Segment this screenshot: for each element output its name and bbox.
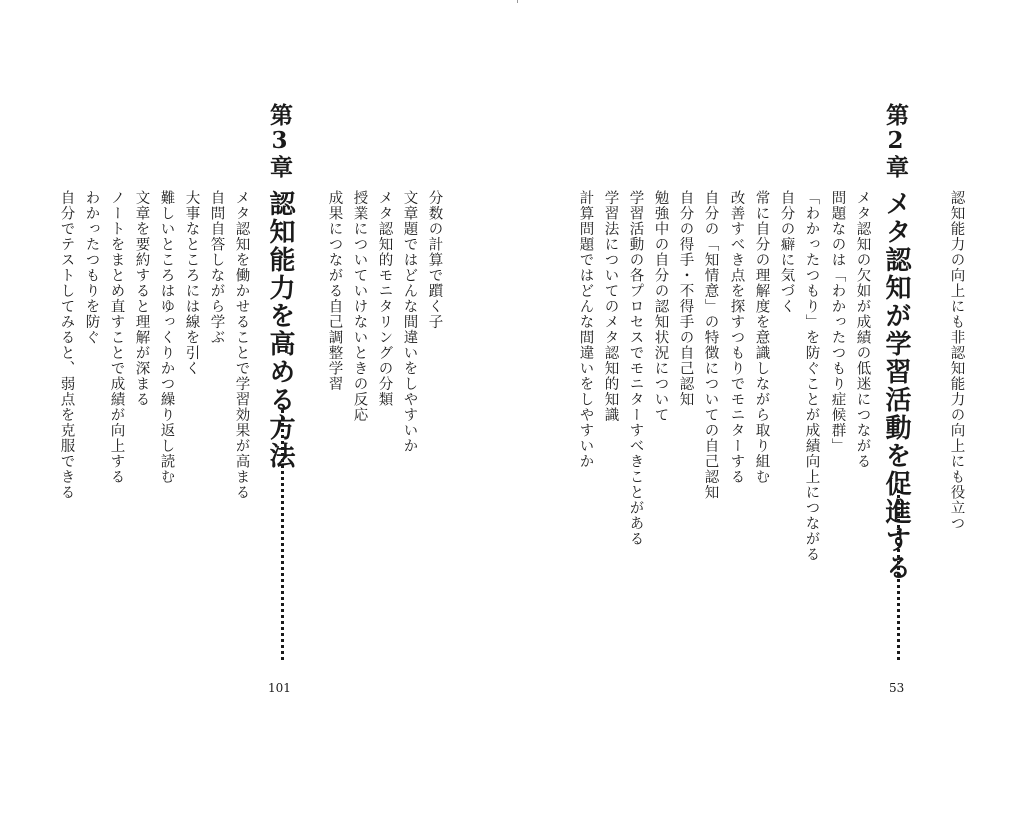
chapter3-item-8: 自分でテストしてみると、弱点を克服できる bbox=[58, 190, 75, 500]
chapter2-item-9: 勉強中の自分の認知状況について bbox=[652, 190, 669, 423]
chapter2-item-8: 自分の得手・不得手の自己認知 bbox=[677, 190, 694, 407]
chapter3-item-3: 大事なところには線を引く bbox=[183, 190, 200, 376]
chapter3-item-1: メタ認知を働かせることで学習効果が高まる bbox=[233, 190, 250, 500]
chapter2-cont-item-5: 成果につながる自己調整学習 bbox=[326, 190, 343, 392]
chapter3-dotted-leader bbox=[281, 410, 284, 660]
chapter2-item-4: 自分の癖に気づく bbox=[778, 190, 795, 314]
chapter2-item-5: 常に自分の理解度を意識しながら取り組む bbox=[753, 190, 770, 485]
chapter3-item-6: ノートをまとめ直すことで成績が向上する bbox=[108, 190, 125, 485]
chapter2-item-10: 学習活動の各プロセスでモニターすべきことがある bbox=[627, 190, 644, 547]
chapter2-dotted-leader bbox=[897, 490, 900, 660]
chapter3-item-4: 難しいところはゆっくりかつ繰り返し読む bbox=[158, 190, 175, 485]
chapter2-intro-line: 認知能力の向上にも非認知能力の向上にも役立つ bbox=[948, 190, 965, 531]
chapter2-item-11: 学習法についてのメタ認知的知識 bbox=[602, 190, 619, 423]
chapter3-item-5: 文章を要約すると理解が深まる bbox=[133, 190, 150, 407]
chapter3-label: 第3章 bbox=[266, 103, 293, 179]
chapter2-cont-item-3: メタ認知的モニタリングの分類 bbox=[376, 190, 393, 407]
chapter2-item-2: 問題なのは「わかったつもり症候群」 bbox=[829, 190, 846, 454]
chapter2-item-12: 計算問題ではどんな間違いをしやすいか bbox=[577, 190, 594, 469]
chapter2-item-6: 改善すべき点を探すつもりでモニターする bbox=[728, 190, 745, 485]
chapter3-item-7: わかったつもりを防ぐ bbox=[83, 190, 100, 345]
chapter2-cont-item-2: 文章題ではどんな間違いをしやすいか bbox=[401, 190, 418, 454]
chapter2-item-7: 自分の「知情意」の特徴についての自己認知 bbox=[702, 190, 719, 500]
chapter2-cont-item-4: 授業についていけないときの反応 bbox=[351, 190, 368, 423]
chapter3-title: 認知能力を高める方法 bbox=[265, 190, 295, 470]
crop-mark bbox=[517, 0, 518, 3]
chapter2-title: メタ認知が学習活動を促進する bbox=[881, 190, 911, 582]
page-number-right: 53 bbox=[889, 681, 905, 695]
chapter2-label: 第2章 bbox=[882, 103, 909, 179]
chapter2-cont-item-1: 分数の計算で躓く子 bbox=[426, 190, 443, 330]
chapter2-item-3: 「わかったつもり」を防ぐことが成績向上につながる bbox=[803, 190, 820, 562]
chapter3-item-2: 自問自答しながら学ぶ bbox=[208, 190, 225, 345]
chapter2-item-1: メタ認知の欠如が成績の低迷につながる bbox=[854, 190, 871, 469]
page-number-left: 101 bbox=[268, 681, 291, 695]
